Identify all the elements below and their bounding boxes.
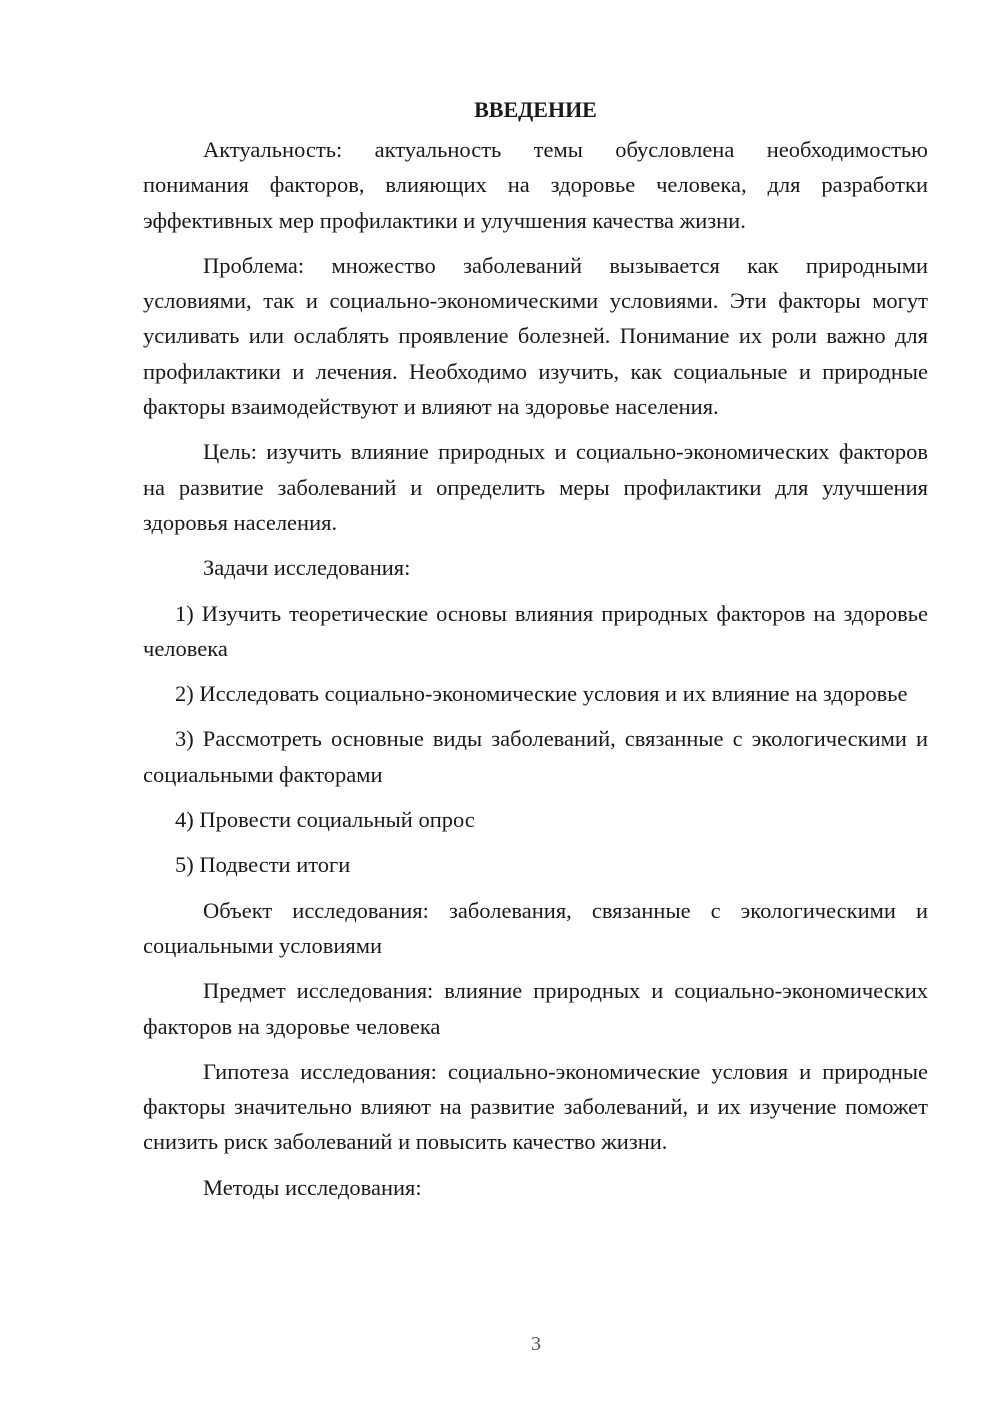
task-item: 1) Изучить теоретические основы влияния природных факторов на здоровье человека [143,600,928,661]
section-heading: ВВЕДЕНИЕ [474,97,597,122]
task-item: 2) Исследовать социально-экономические условия и их влияние на здоровье [175,681,908,707]
goal-paragraph: Цель: изучить влияние природных и социально-экономических факторов на развитие заболеваний и определить меры профилактики для улучшения здоровья населения. [143,439,928,535]
task-item: 5) Подвести итоги [175,852,351,878]
problem-paragraph: Проблема: множество заболеваний вызывается как природными условиями, так и социально-экономическими условиями. Эти факторы могут усиливать или ослаблять проявление болезней. Понимание их роли важно для профилактики и лечения. Необходимо изучить, как социальные и природные факторы взаимодействуют и влияют на здоровье населения. [143,252,928,420]
hypothesis-paragraph: Гипотеза исследования: социально-экономические условия и природные факторы значительно влияют на развитие заболеваний, и их изучение поможет снизить риск заболеваний и повысить качество жизни. [143,1058,928,1155]
task-item: 3) Рассмотреть основные виды заболеваний, связанные с экологическими и социальными факторами [143,726,928,787]
tasks-heading: Задачи исследования: [203,555,411,581]
relevance-paragraph: Актуальность: актуальность темы обусловлена необходимостью понимания факторов, влияющих на здоровье человека, для разработки эффективных мер профилактики и улучшения качества жизни. [143,137,928,233]
object-paragraph: Объект исследования: заболевания, связанные с экологическими и социальными условиями [143,897,928,958]
task-item: 4) Провести социальный опрос [175,807,475,833]
subject-paragraph: Предмет исследования: влияние природных и социально-экономических факторов на здоровье человека [143,978,928,1039]
page-number: 3 [531,1333,541,1355]
methods-heading: Методы исследования: [203,1174,422,1200]
document-page [143,92,928,1215]
